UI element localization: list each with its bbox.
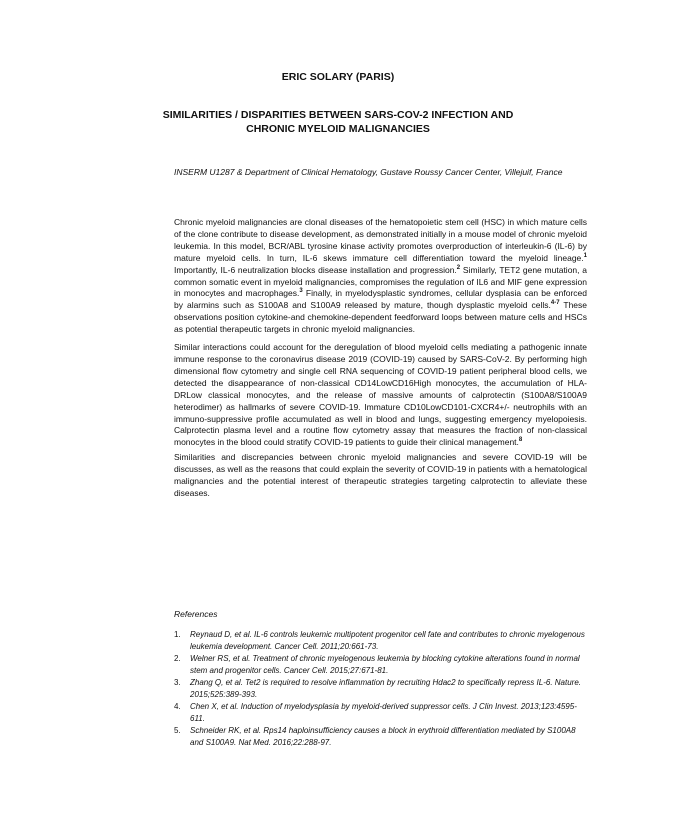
reference-number: 4.	[174, 702, 181, 711]
paragraph-text: Finally, in myelodysplastic syndromes, cellular dysplasia can be enforced by alarmins such as S100A8 and S100A9 released by mature, though dysplastic myeloid cells.	[174, 288, 587, 311]
paragraph-text: Chronic myeloid malignancies are clonal diseases of the hematopoietic stem cell (HSC) in which mature cells of the clone contribute to disease development, as demonstrated initially in a mouse model of chronic myeloid leukemia. In this model, BCR/ABL tyrosine kinase activity promotes overproduction of interleukin-6 (IL-6) by mature myeloid cells. In turn, IL-6 skews immature cell differentiation toward the myeloid lineage.	[174, 217, 587, 263]
citation-superscript: 1	[583, 252, 587, 259]
reference-text: Welner RS, et al. Treatment of chronic myelogenous leukemia by blocking cytokine alterations found in normal stem and progenitor cells. Cancer Cell. 2015;27:671-81.	[190, 654, 580, 675]
reference-text: Chen X, et al. Induction of myelodysplasia by myeloid-derived suppressor cells. J Clin Invest. 2013;123:4595-611.	[190, 702, 577, 723]
reference-number: 3.	[174, 678, 181, 687]
reference-number: 5.	[174, 726, 181, 735]
reference-number: 1.	[174, 630, 181, 639]
citation-superscript: 8	[518, 437, 523, 444]
abstract-body	[174, 217, 587, 506]
author-name: ERIC SOLARY (PARIS)	[281, 71, 395, 83]
paragraph-text: Similar interactions could account for the deregulation of blood myeloid cells mediating a pathogenic innate immune response to the coronavirus disease 2019 (COVID-19) caused by SARS-CoV-2. By performing high dimensional flow cytometry and single cell RNA sequencing of COVID-19 patient peripheral blood cells, we detected the disappearance of non-classical CD14LowCD16High monocytes, the accumulation of HLA-DRLow classical monocytes, and the release of massive amounts of calprotectin (S100A8/S100A9 heterodimer) as hallmarks of severe COVID-19. Immature CD10LowCD101-CXCR4+/- neutrophils with an immuno-suppressive profile accumulated as well in blood and lungs, suggesting emergency myelopoiesis. Calprotectin plasma level and a routine flow cytometry assay that measures the fraction of non-classical monocytes in the blood could stratify COVID-19 patients to guide their clinical management.	[174, 342, 587, 448]
paragraph-text: Similarly, TET2 gene mutation, a common somatic event in myeloid malignancies, compromises the regulation of IL6 and MIF gene expression in monocytes and macrophages.	[174, 264, 587, 299]
reference-text: Reynaud D, et al. IL-6 controls leukemic multipotent progenitor cell fate and contributes to chronic myelogenous leukemia development. Cancer Cell. 2011;20:661-73.	[190, 630, 585, 651]
citation-superscript: 2	[456, 264, 461, 271]
affiliation: INSERM U1287 & Department of Clinical Hematology, Gustave Roussy Cancer Center, Villejuif, France	[174, 167, 563, 177]
paper-title: SIMILARITIES / DISPARITIES BETWEEN SARS-COV-2 INFECTION AND CHRONIC MYELOID MALIGNANCIES	[162, 109, 514, 135]
reference-item	[174, 701, 587, 724]
paragraph-text: These observations position cytokine-and chemokine-dependent feedforward loops between mature cells and HSCs as potential therapeutic targets in chronic myeloid malignancies.	[174, 300, 588, 335]
reference-text: Zhang Q, et al. Tet2 is required to resolve inflammation by recruiting Hdac2 to specifically repress IL-6. Nature. 2015;525:389-393.	[190, 678, 581, 699]
paragraph-2	[174, 342, 587, 449]
reference-text: Schneider RK, et al. Rps14 haploinsufficiency causes a block in erythroid differentiation mediated by S100A8 and S100A9. Nat Med. 2016;22:288-97.	[190, 726, 576, 747]
reference-item	[174, 725, 587, 748]
references-list	[174, 629, 587, 749]
reference-item	[174, 653, 587, 676]
reference-item	[174, 677, 587, 700]
paragraph-text: Importantly, IL-6 neutralization blocks disease installation and progression.	[174, 264, 457, 275]
references-heading: References	[174, 609, 218, 619]
reference-number: 2.	[174, 654, 181, 663]
citation-superscript: 4-7	[550, 300, 560, 307]
paragraph-3: Similarities and discrepancies between chronic myeloid malignancies and severe COVID-19 will be discusses, as well as the reasons that could explain the severity of COVID-19 in patients with a hematological malignancies and the potential interest of therapeutic strategies targeting calprotectin to alleviate these diseases.	[174, 452, 587, 498]
paragraph-1	[174, 217, 587, 336]
reference-item	[174, 629, 587, 652]
citation-superscript: 3	[299, 288, 303, 295]
